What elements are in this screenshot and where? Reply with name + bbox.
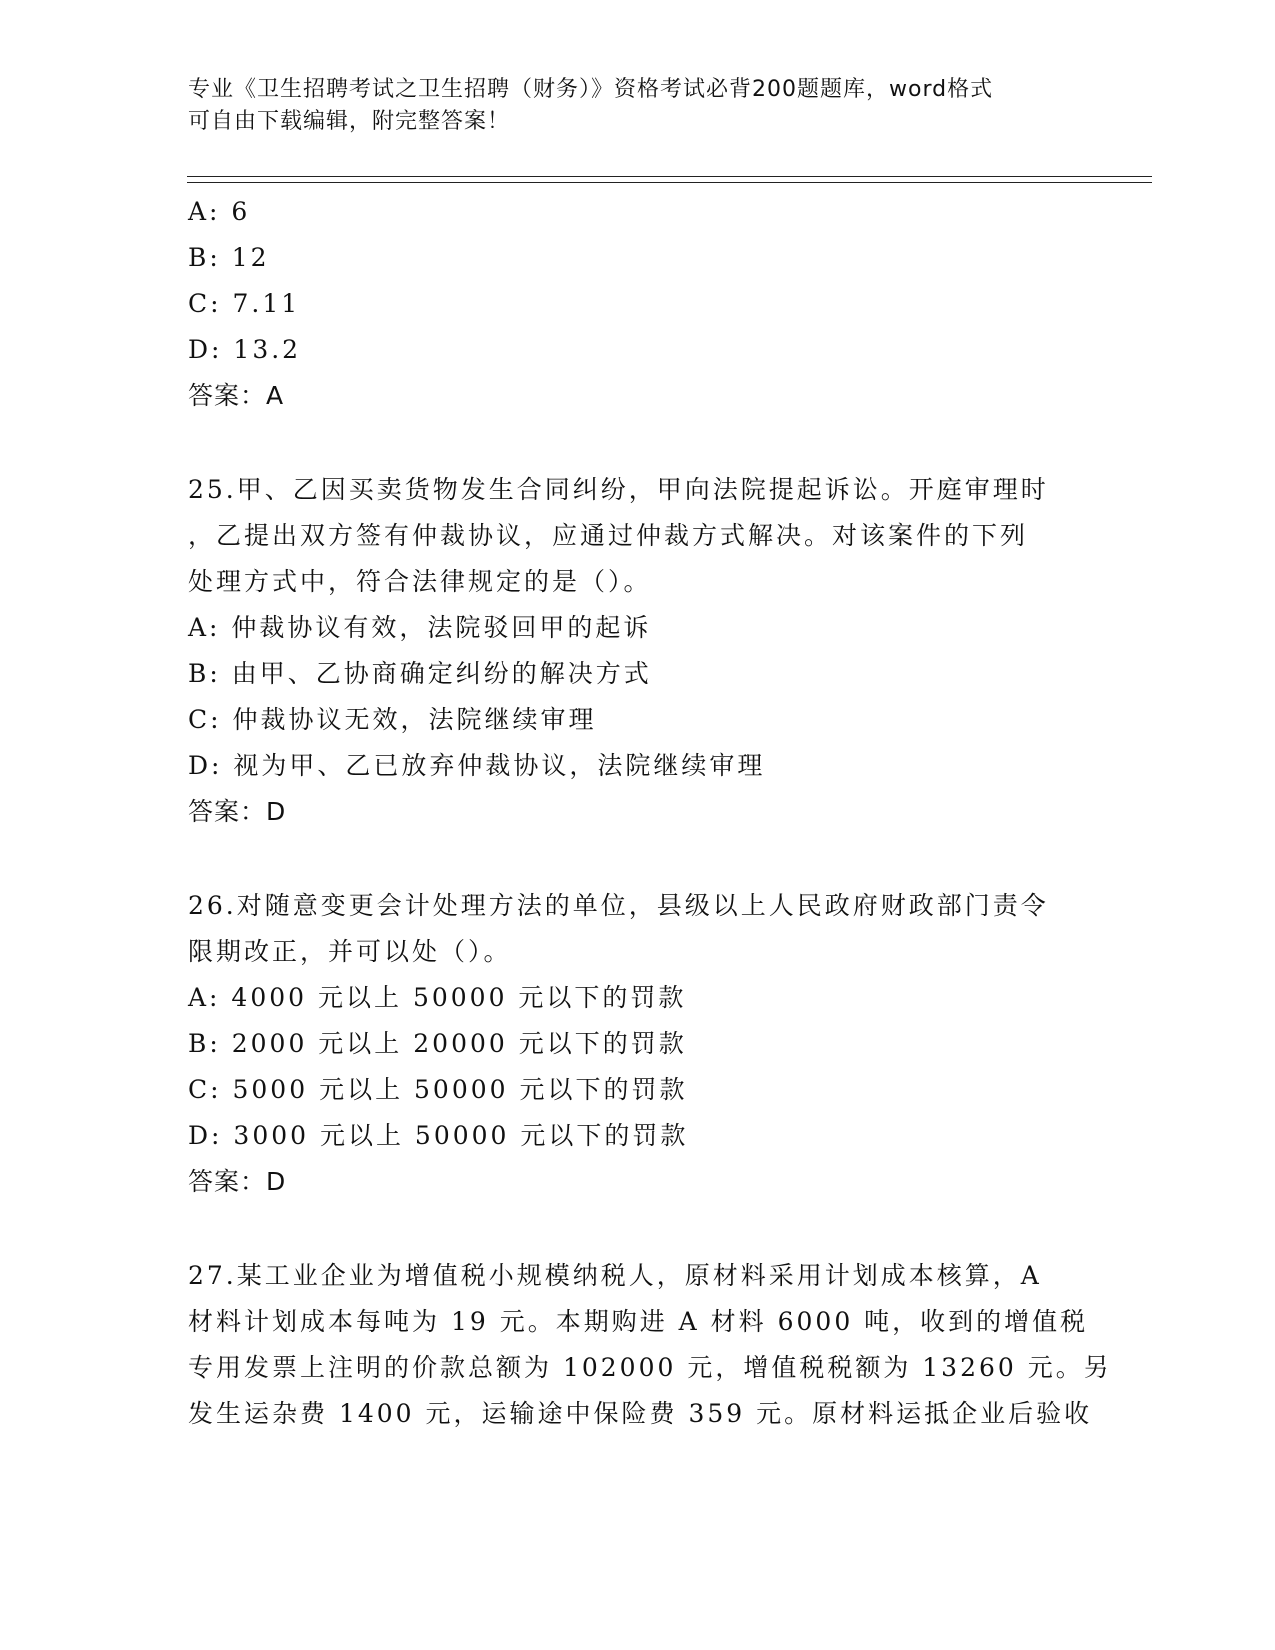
question-26-block — [188, 883, 1088, 1205]
header-line-2: 可自由下载编辑，附完整答案！ — [188, 109, 511, 134]
question-stem-line: 材料计划成本每吨为 19 元。本期购进 A 材料 6000 吨，收到的增值税 — [188, 1307, 1089, 1336]
option-d: D: 13.2 — [188, 335, 302, 364]
question-stem-line: 25.甲、乙因买卖货物发生合同纠纷，甲向法院提起诉讼。开庭审理时 — [188, 475, 1049, 504]
question-stem-line: 27.某工业企业为增值税小规模纳税人，原材料采用计划成本核算，A — [188, 1261, 1042, 1290]
question-stem-line: 发生运杂费 1400 元，运输途中保险费 359 元。原材料运抵企业后验收 — [188, 1399, 1093, 1428]
answer-line: 答案：D — [188, 1167, 287, 1196]
option-b: B: 2000 元以上 20000 元以下的罚款 — [188, 1029, 687, 1058]
option-c: C: 7.11 — [188, 289, 301, 318]
option-c: C: 仲裁协议无效，法院继续审理 — [188, 705, 597, 734]
question-list — [188, 189, 1112, 1437]
option-a: A: 仲裁协议有效，法院驳回甲的起诉 — [188, 613, 652, 642]
answer-line: 答案：D — [188, 797, 287, 826]
question-stem-line: 专用发票上注明的价款总额为 102000 元，增值税税额为 13260 元。另 — [188, 1353, 1112, 1382]
option-a: A: 4000 元以上 50000 元以下的罚款 — [188, 983, 687, 1012]
question-stem-line: ，乙提出双方签有仲裁协议，应通过仲裁方式解决。对该案件的下列 — [188, 521, 1029, 550]
question-stem-line: 26.对随意变更会计处理方法的单位，县级以上人民政府财政部门责令 — [188, 891, 1049, 920]
question-stem-line: 处理方式中，符合法律规定的是（）。 — [188, 567, 652, 596]
question-27-block — [188, 1253, 1112, 1437]
question-25-block — [188, 467, 1088, 835]
document-header — [188, 74, 1068, 138]
option-d: D: 3000 元以上 50000 元以下的罚款 — [188, 1121, 689, 1150]
option-a: A: 6 — [188, 197, 251, 226]
header-divider-top — [187, 176, 1152, 177]
question-stem-line: 限期改正，并可以处（）。 — [188, 937, 512, 966]
option-d: D: 视为甲、乙已放弃仲裁协议，法院继续审理 — [188, 751, 766, 780]
header-divider-bottom — [187, 182, 1152, 183]
question-24-block — [188, 189, 1088, 419]
header-line-1: 专业《卫生招聘考试之卫生招聘（财务）》资格考试必背200题题库，word格式 — [188, 77, 994, 102]
option-b: B: 由甲、乙协商确定纠纷的解决方式 — [188, 659, 652, 688]
option-c: C: 5000 元以上 50000 元以下的罚款 — [188, 1075, 688, 1104]
option-b: B: 12 — [188, 243, 270, 272]
answer-line: 答案：A — [188, 381, 285, 410]
